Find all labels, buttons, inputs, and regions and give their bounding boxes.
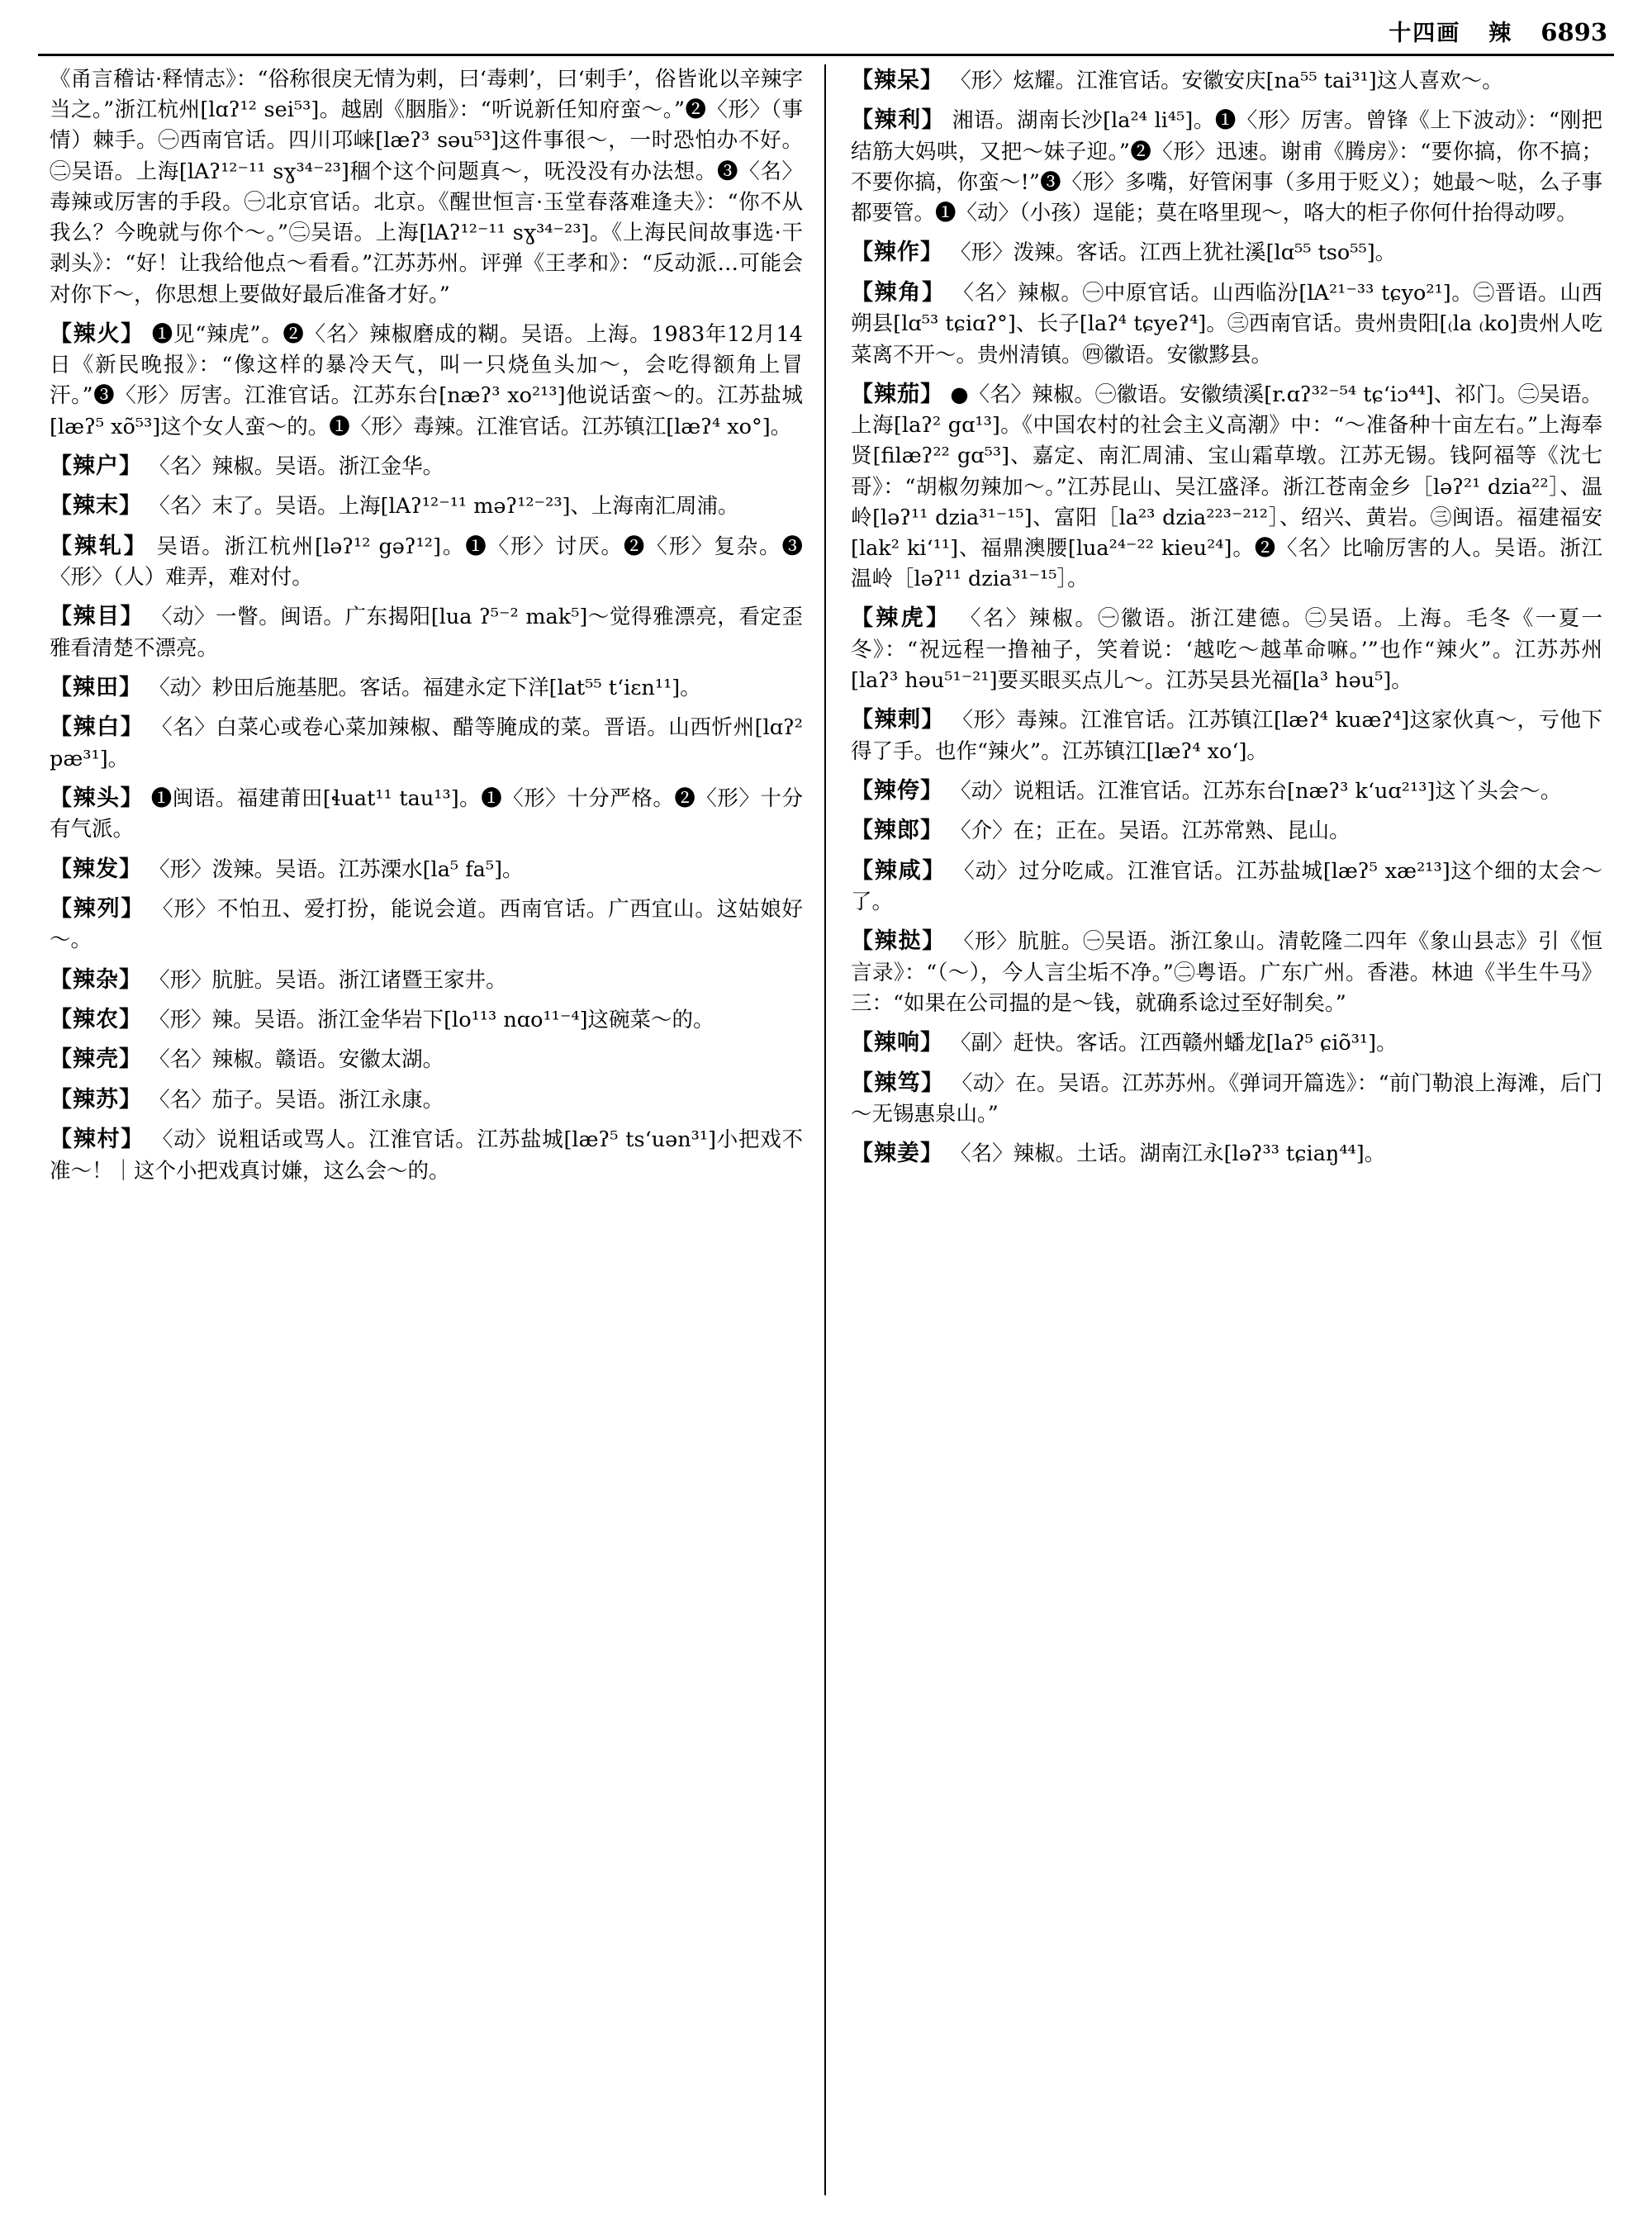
entry-headword: 【辣响】 xyxy=(851,1030,943,1056)
entry-headword: 【辣剌】 xyxy=(851,707,945,733)
entry-body: 〈名〉辣椒。赣语。安徽太湖。 xyxy=(149,1047,444,1073)
entry-headword: 【辣田】 xyxy=(50,674,142,700)
dictionary-entry xyxy=(851,1137,1602,1170)
entry-body: 〈动〉耖田后施基肥。客话。福建永定下洋[lat⁵⁵ tʻiɛn¹¹]。 xyxy=(149,675,701,700)
entry-headword: 【辣目】 xyxy=(50,604,145,630)
dictionary-entry xyxy=(50,893,803,956)
entry-body: 〈名〉辣椒。㊀中原官话。山西临汾[lA²¹⁻³³ tɕyo²¹]。㊁晋语。山西朔县[lɑ⁵³ tɕiɑʔ°]、长子[laʔ⁴ tɕyeʔ⁴]。㊂西南官话。贵州贵阳[₍la ₍ko]贵州人吃菜离不开～。贵州清镇。㊃徽语。安徽黟县。 xyxy=(851,280,1603,368)
entry-body: 〈形〉肮脏。吴语。浙江诸暨王家井。 xyxy=(149,967,507,993)
entry-headword: 【辣利】 xyxy=(851,107,946,134)
entry-headword: 【辣轧】 xyxy=(50,533,149,559)
dictionary-entry xyxy=(50,1004,803,1036)
entry-body: 吴语。浙江杭州[ləʔ¹² gəʔ¹²]。❶〈形〉讨厌。❷〈形〉复杂。❸〈形〉（人）难弄，难对付。 xyxy=(50,534,804,591)
entry-headword: 【辣发】 xyxy=(50,856,142,882)
entry-body: 《甬言稽诂·释情志》：“俗称很戾无情为剌，曰‘毒剌’，曰‘剌手’，俗皆讹以辛辣字当之。”浙江杭州[lɑʔ¹² sei⁵³]。越剧《胭脂》：“听说新任知府蛮～。”❷〈形〉（事情）棘手。㊀西南官话。四川邛崃[læʔ³ səu⁵³]这件事很～，一时恐怕办不好。㊁吴语。上海[lAʔ¹²⁻¹¹ sɣ³⁴⁻²³]稒个这个问题真～，呒没没有办法想。❸〈名〉毒辣或厉害的手段。㊀北京官话。北京。《醒世恒言·玉堂春落难逢夫》：“你不从我么？今晚就与你个～。”㊁吴语。上海[lAʔ¹²⁻¹¹ sɣ³⁴⁻²³]。《上海民间故事选·干剥头》：“好！让我给他点～看看。”江苏苏州。评弹《王孝和》：“反动派…可能会对你下～，你思想上要做好最后准备才好。” xyxy=(50,67,803,307)
dictionary-entry xyxy=(851,925,1602,1019)
entry-body: 〈动〉在。吴语。江苏苏州。《弹词开篇选》：“前门勒浪上海滩，后门～无锡惠泉山。” xyxy=(851,1070,1603,1127)
entry-body: 〈形〉泼辣。吴语。江苏溧水[la⁵ fa⁵]。 xyxy=(149,856,524,882)
dictionary-entry xyxy=(851,277,1602,371)
entry-body: 〈形〉肮脏。㊀吴语。浙江象山。清乾隆二四年《象山县志》引《恒言录》：“（～），今人言尘垢不净。”㊁粤语。广东广州。香港。林迪《半生牛马》三：“如果在公司揾的是～钱，就确系谂过至好制矣。” xyxy=(851,929,1602,1016)
entry-body: 〈形〉炫耀。江淮官话。安徽安庆[na⁵⁵ tai³¹]这人喜欢～。 xyxy=(950,69,1503,93)
dictionary-entry xyxy=(851,378,1602,595)
entry-headword: 【辣郎】 xyxy=(851,818,943,844)
entry-body: ❶见“辣虎”。❷〈名〉辣椒磨成的糊。吴语。上海。1983年12月14日《新民晚报》：“像这样的暴冷天气，叫一只烧鱼头加～，会吃得额角上冒汗。”❸〈形〉厉害。江淮官话。江苏东台[næʔ³ xo²¹³]他说话蛮～的。江苏盐城[læʔ⁵ xõ⁵³]这个女人蛮～的。❶〈形〉毒辣。江淮官话。江苏镇江[læʔ⁴ xo°]。 xyxy=(50,321,804,439)
entry-headword: 【辣农】 xyxy=(50,1006,142,1032)
dictionary-entry xyxy=(851,775,1602,807)
entry-body: 〈名〉辣椒。㊀徽语。浙江建德。㊁吴语。上海。毛冬《一夏一冬》：“祝远程一撸袖子，笑着说：‘越吃～越革命嘛。’”也作“辣火”。江苏苏州[laʔ³ həu⁵¹⁻²¹]要买眼买点儿～。江苏吴县光福[la³ həu⁵]。 xyxy=(851,606,1602,694)
entry-headword: 【辣杂】 xyxy=(50,966,142,993)
dictionary-entry xyxy=(851,64,1602,97)
entry-headword: 【辣苏】 xyxy=(50,1086,142,1113)
column-left xyxy=(36,64,826,2195)
dictionary-entry xyxy=(50,600,803,664)
dictionary-entry xyxy=(50,1043,803,1075)
entry-body: 湘语。湖南长沙[la²⁴ li⁴⁵]。❶〈形〉厉害。曾锋《上下波动》：“刚把结筋大妈哄，又把～妹子迎。”❷〈形〉迅速。谢甫《腾房》：“要你搞，你不搞；不要你搞，你蛮～!”❸〈形〉多嘴，好管闲事（多用于贬义）；她最～哒，么子事都要管。❶〈动〉（小孩）逞能；莫在咯里现～，咯大的柜子你何什抬得动啰。 xyxy=(851,108,1602,226)
dictionary-entry xyxy=(50,450,803,482)
entry-headword: 【辣姜】 xyxy=(851,1141,943,1167)
dictionary-entry xyxy=(50,853,803,885)
entry-body: 〈形〉不怕丑、爱打扮，能说会道。西南官话。广西宜山。这姑娘好～。 xyxy=(50,896,804,953)
entry-headword: 【辣白】 xyxy=(50,714,145,741)
dictionary-entry xyxy=(50,530,803,594)
entry-headword: 【辣壳】 xyxy=(50,1046,142,1073)
entry-body: 〈动〉说粗话或骂人。江淮官话。江苏盐城[læʔ⁵ tsʻuən³¹]小把戏不准～！｜这个小把戏真讨嫌，这么会～的。 xyxy=(50,1127,804,1184)
dictionary-entry xyxy=(50,964,803,996)
entry-headword: 【辣列】 xyxy=(50,895,145,922)
dictionary-entry xyxy=(851,602,1602,696)
header-stroke-label: 十四画 xyxy=(1389,21,1461,46)
entry-body: 〈名〉茄子。吴语。浙江永康。 xyxy=(149,1087,444,1113)
dictionary-entry xyxy=(50,64,803,311)
entry-headword: 【辣咸】 xyxy=(851,857,947,884)
entry-body: 〈副〉赶快。客话。江西赣州蟠龙[laʔ⁵ ɕiõ³¹]。 xyxy=(950,1031,1398,1056)
entry-headword: 【辣末】 xyxy=(50,493,142,520)
entry-body: 〈动〉一瞥。闽语。广东揭阳[lua ʔ⁵⁻² mak⁵]～觉得雅漂亮，看定歪雅看清楚不漂亮。 xyxy=(50,605,803,661)
entry-body: ●〈名〉辣椒。㊀徽语。安徽绩溪[r.ɑʔ³²⁻⁵⁴ tɕʻiɔ⁴⁴]、祁门。㊁吴语。上海[laʔ² gɑ¹³]。《中国农村的社会主义高潮》中：“～准备种十亩左右。”上海奉贤[filæʔ²² gɑ⁵³]、嘉定、南汇周浦、宝山霜草墩。江苏无锡。钱阿福等《沈七哥》：“胡椒勿辣加～。”江苏昆山、吴江盛泽。浙江苍南金乡［ləʔ²¹ dzia²²］、温岭[ləʔ¹¹ dzia³¹⁻¹⁵]、富阳［la²³ dzia²²³⁻²¹²］、绍兴、黄岩。㊂闽语。福建福安[lak² kiʻ¹¹]、福鼎澳腰[lua²⁴⁻²² kieu²⁴]。❷〈名〉比喻厉害的人。吴语。浙江温岭［ləʔ¹¹ dzia³¹⁻¹⁵］。 xyxy=(851,382,1603,592)
header-char-label: 辣 xyxy=(1488,21,1513,46)
entry-headword: 【辣火】 xyxy=(50,320,145,347)
text-columns xyxy=(36,64,1616,2195)
entry-headword: 【辣作】 xyxy=(851,240,943,266)
entry-headword: 【辣侉】 xyxy=(851,777,943,804)
dictionary-entry xyxy=(851,1027,1602,1059)
entry-body: 〈动〉过分吃咸。江淮官话。江苏盐城[læʔ⁵ xæ²¹³]这个细的太会～了。 xyxy=(851,858,1602,915)
entry-body: 〈介〉在；正在。吴语。江苏常熟、昆山。 xyxy=(950,818,1351,844)
entry-body: 〈形〉泼辣。客话。江西上犹社溪[lɑ⁵⁵ tso⁵⁵]。 xyxy=(950,240,1397,266)
entry-body: 〈名〉辣椒。土话。湖南江永[ləʔ³³ tɕiaŋ⁴⁴]。 xyxy=(950,1141,1386,1167)
header-divider xyxy=(38,54,1614,56)
dictionary-entry xyxy=(851,236,1602,268)
dictionary-entry xyxy=(851,704,1602,767)
entry-headword: 【辣挞】 xyxy=(851,928,946,955)
entry-headword: 【辣笃】 xyxy=(851,1070,945,1096)
entry-body: 〈名〉末了。吴语。上海[lAʔ¹²⁻¹¹ məʔ¹²⁻²³]、上海南汇周浦。 xyxy=(149,494,739,520)
dictionary-entry xyxy=(50,1123,803,1187)
entry-headword: 【辣虎】 xyxy=(851,605,952,632)
entry-body: 〈形〉毒辣。江淮官话。江苏镇江[læʔ⁴ kuæʔ⁴]这家伙真～，亏他下得了手。也作“辣火”。江苏镇江[læʔ⁴ xoʻ]。 xyxy=(851,708,1602,764)
dictionary-entry xyxy=(50,711,803,775)
entry-headword: 【辣头】 xyxy=(50,785,145,811)
dictionary-entry xyxy=(851,1067,1602,1131)
dictionary-entry xyxy=(50,490,803,522)
entry-headword: 【辣呆】 xyxy=(851,68,943,93)
entry-headword: 【辣村】 xyxy=(50,1127,145,1153)
entry-body: 〈形〉辣。吴语。浙江金华岩下[lo¹¹³ nɑo¹¹⁻⁴]这碗菜～的。 xyxy=(149,1007,714,1032)
entry-body: 〈名〉辣椒。吴语。浙江金华。 xyxy=(149,453,444,479)
dictionary-entry xyxy=(50,671,803,704)
dictionary-entry xyxy=(851,855,1602,918)
page-number: 6893 xyxy=(1540,18,1607,46)
entry-body: 〈动〉说粗话。江淮官话。江苏东台[næʔ³ kʻuɑ²¹³]这丫头会～。 xyxy=(950,778,1562,804)
dictionary-entry xyxy=(50,782,803,846)
entry-headword: 【辣户】 xyxy=(50,453,142,479)
entry-headword: 【辣角】 xyxy=(851,279,946,306)
dictionary-entry xyxy=(50,318,803,443)
dictionary-entry xyxy=(50,1084,803,1116)
dictionary-entry xyxy=(851,104,1602,229)
entry-headword: 【辣茄】 xyxy=(851,381,944,407)
page-header xyxy=(36,15,1616,47)
entry-body: 〈名〉白菜心或卷心菜加辣椒、醋等腌成的菜。晋语。山西忻州[lɑʔ² pæ³¹]。 xyxy=(50,715,803,771)
column-right xyxy=(826,64,1616,2195)
entry-body: ❶闽语。福建莆田[ɬuat¹¹ tau¹³]。❶〈形〉十分严格。❷〈形〉十分有气派。 xyxy=(50,785,804,842)
dictionary-entry xyxy=(851,814,1602,847)
